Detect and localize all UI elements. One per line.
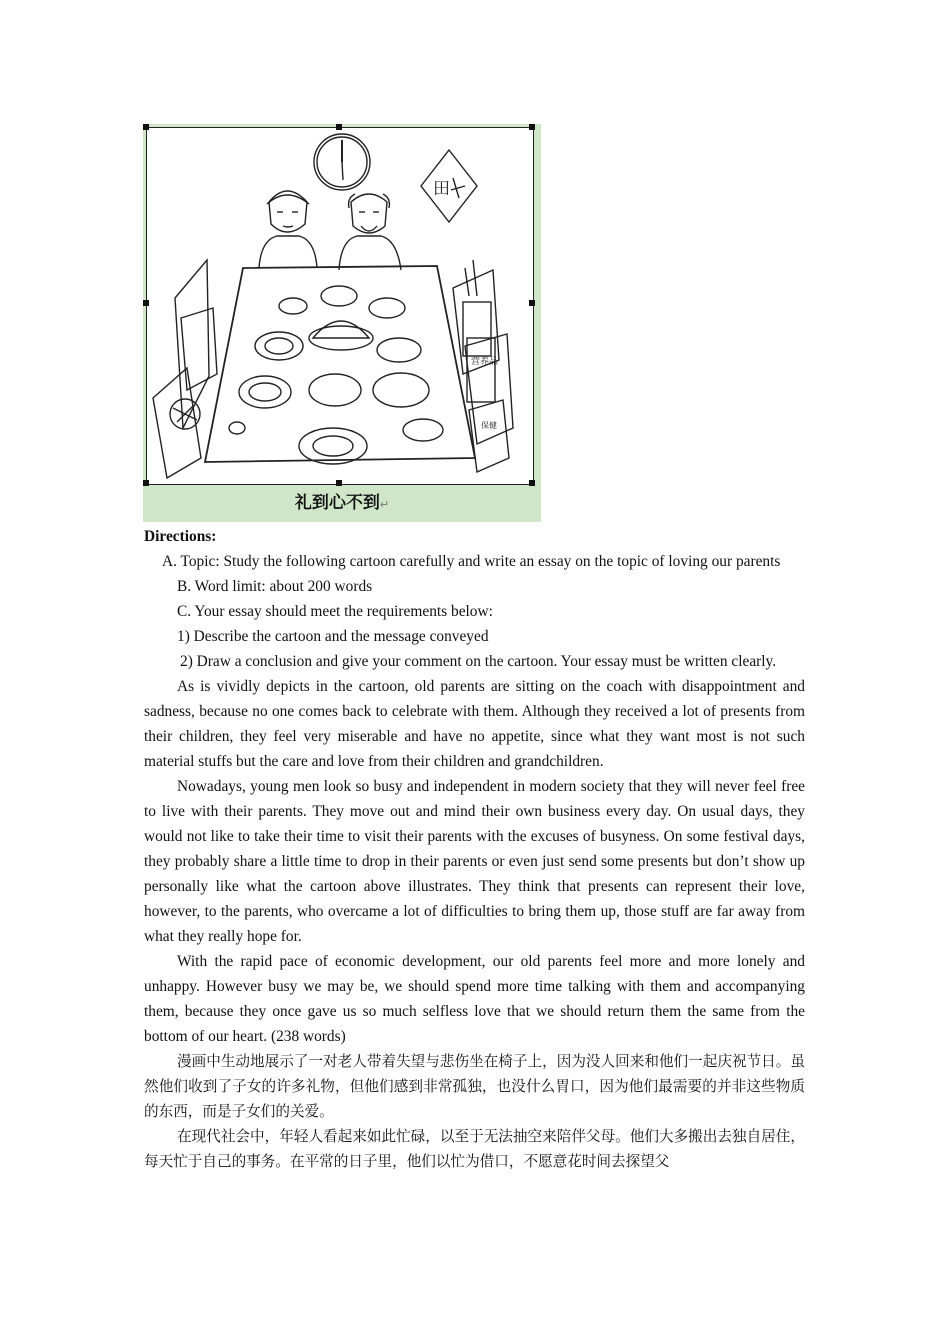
directions-topic: A. Topic: Study the following cartoon carefully and write an essay on the topic of loving our parents xyxy=(162,553,781,570)
resize-handle-tr[interactable] xyxy=(529,124,535,130)
cartoon-frame xyxy=(146,127,534,485)
essay-paragraph-3: With the rapid pace of economic development, our old parents feel more and more lonely and unhappy. However busy we may be, we should spend more time talking with them and accompanying them, because they once gave us so much selfless love that we should return them the same from the bottom of our heart. (238 words) xyxy=(144,953,805,1045)
paragraph-mark-icon: ↵ xyxy=(379,498,390,511)
directions-req-1: 1) Describe the cartoon and the message conveyed xyxy=(177,628,489,645)
right-chairs-gifts xyxy=(453,260,513,472)
svg-text:营养品: 营养品 xyxy=(471,357,499,367)
directions-requirements: C. Your essay should meet the requirements below: xyxy=(177,603,493,620)
document-body xyxy=(144,524,805,1174)
directions-req-2: 2) Draw a conclusion and give your comment on the cartoon. Your essay must be written clearly. xyxy=(180,653,777,670)
directions-word-limit: B. Word limit: about 200 words xyxy=(177,578,373,595)
translation-paragraph-1: 漫画中生动地展示了一对老人带着失望与悲伤坐在椅子上，因为没人回来和他们一起庆祝节日。虽然他们收到了子女的许多礼物，但他们感到非常孤独，也没什么胃口，因为他们最需要的并非这些物质的东西，而是子女们的关爱。 xyxy=(144,1053,805,1120)
dishes-on-table xyxy=(229,286,443,464)
translation-paragraph-2: 在现代社会中，年轻人看起来如此忙碌，以至于无法抽空来陪伴父母。他们大多搬出去独自居住，每天忙于自己的事务。在平常的日子里，他们以忙为借口，不愿意花时间去探望父 xyxy=(144,1128,805,1170)
cartoon-illustration xyxy=(147,128,533,484)
directions-heading: Directions: xyxy=(144,528,217,545)
old-woman-figure xyxy=(259,191,317,268)
calendar-icon xyxy=(421,150,477,222)
svg-text:田: 田 xyxy=(433,179,450,199)
essay-paragraph-1: As is vividly depicts in the cartoon, old parents are sitting on the coach with disappointment and sadness, because no one comes back to celebrate with them. Although they received a lot of presents from their children, they feel very miserable and have no appetite, since what they want most is not such material stuffs but the care and love from their children and grandchildren. xyxy=(144,678,805,770)
caption-text: 礼到心不到 xyxy=(294,493,380,513)
essay-paragraph-2: Nowadays, young men look so busy and independent in modern society that they will never feel free to live with their parents. They move out and mind their own business every day. On usual days, they would not like to take their time to visit their parents with the excuses of busyness. On some festival days, they probably share a little time to drop in their parents or even just send some presents but don’t show up personally like what the cartoon above illustrates. They think that presents can represent their love, however, to the parents, who overcame a lot of difficulties to bring them up, those stuff are far away from what they really hope for. xyxy=(144,778,805,945)
resize-handle-tm[interactable] xyxy=(336,124,342,130)
resize-handle-tl[interactable] xyxy=(143,124,149,130)
resize-handle-ml[interactable] xyxy=(143,300,149,306)
cartoon-caption xyxy=(143,484,541,522)
cartoon-figure[interactable] xyxy=(143,124,541,522)
clock-icon xyxy=(314,134,370,190)
svg-text:保健: 保健 xyxy=(481,421,497,430)
dining-table xyxy=(205,266,475,462)
resize-handle-mr[interactable] xyxy=(529,300,535,306)
old-man-figure xyxy=(339,194,401,270)
